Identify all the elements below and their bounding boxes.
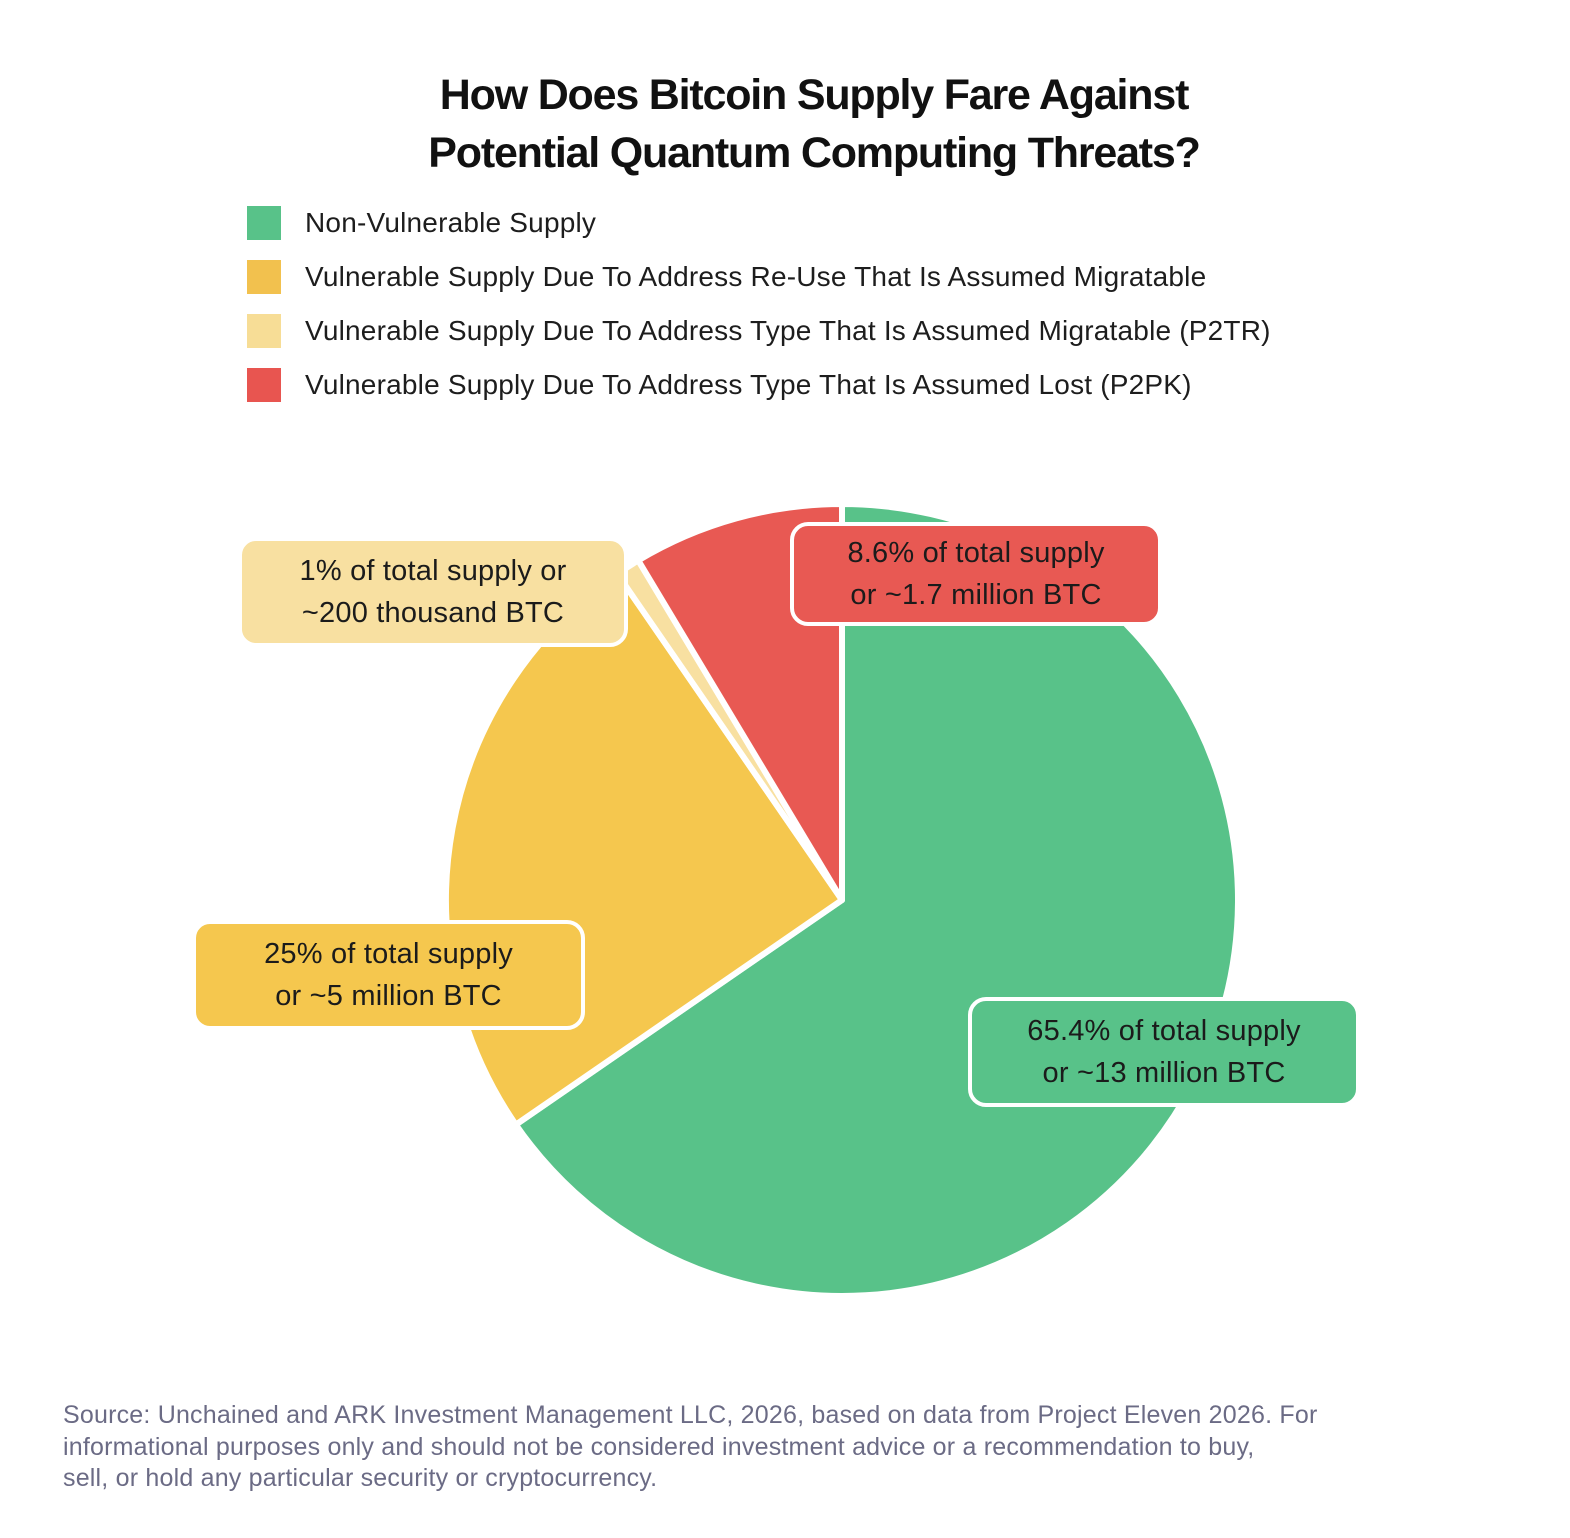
legend-label-p2pk-lost: Vulnerable Supply Due To Address Type That Is Assumed Lost (P2PK) <box>305 369 1192 400</box>
source-note-line-2: informational purposes only and should not be considered investment advice or a recommendation to buy, <box>63 1432 1255 1461</box>
callout-reuse-migratable <box>192 920 585 1030</box>
legend-label-p2tr-migratable: Vulnerable Supply Due To Address Type That Is Assumed Migratable (P2TR) <box>305 315 1271 346</box>
callout-reuse-line-2: or ~5 million BTC <box>275 980 502 1012</box>
callout-p2pk-lost <box>790 522 1162 626</box>
source-note-line-1: Source: Unchained and ARK Investment Management LLC, 2026, based on data from Project Eleven 2026. For <box>63 1401 1318 1429</box>
page-title-line-2: Potential Quantum Computing Threats? <box>428 129 1200 177</box>
callout-nonvuln-line-1: 65.4% of total supply <box>1027 1015 1301 1047</box>
legend-label-non-vulnerable: Non-Vulnerable Supply <box>305 207 597 238</box>
callout-p2tr-migratable <box>238 537 628 647</box>
callout-p2pk-line-2: or ~1.7 million BTC <box>850 579 1102 611</box>
callout-p2tr-line-1: 1% of total supply or <box>299 555 567 587</box>
page-title-line-1: How Does Bitcoin Supply Fare Against <box>439 71 1189 119</box>
callout-reuse-line-1: 25% of total supply <box>264 938 513 970</box>
source-note-line-3: sell, or hold any particular security or cryptocurrency. <box>63 1464 658 1492</box>
callout-p2pk-line-1: 8.6% of total supply <box>847 537 1105 569</box>
callout-p2tr-line-2: ~200 thousand BTC <box>301 597 565 629</box>
callout-non-vulnerable <box>968 997 1360 1107</box>
callout-nonvuln-line-2: or ~13 million BTC <box>1042 1057 1286 1089</box>
legend-label-reuse-migratable: Vulnerable Supply Due To Address Re-Use That Is Assumed Migratable <box>305 261 1207 292</box>
